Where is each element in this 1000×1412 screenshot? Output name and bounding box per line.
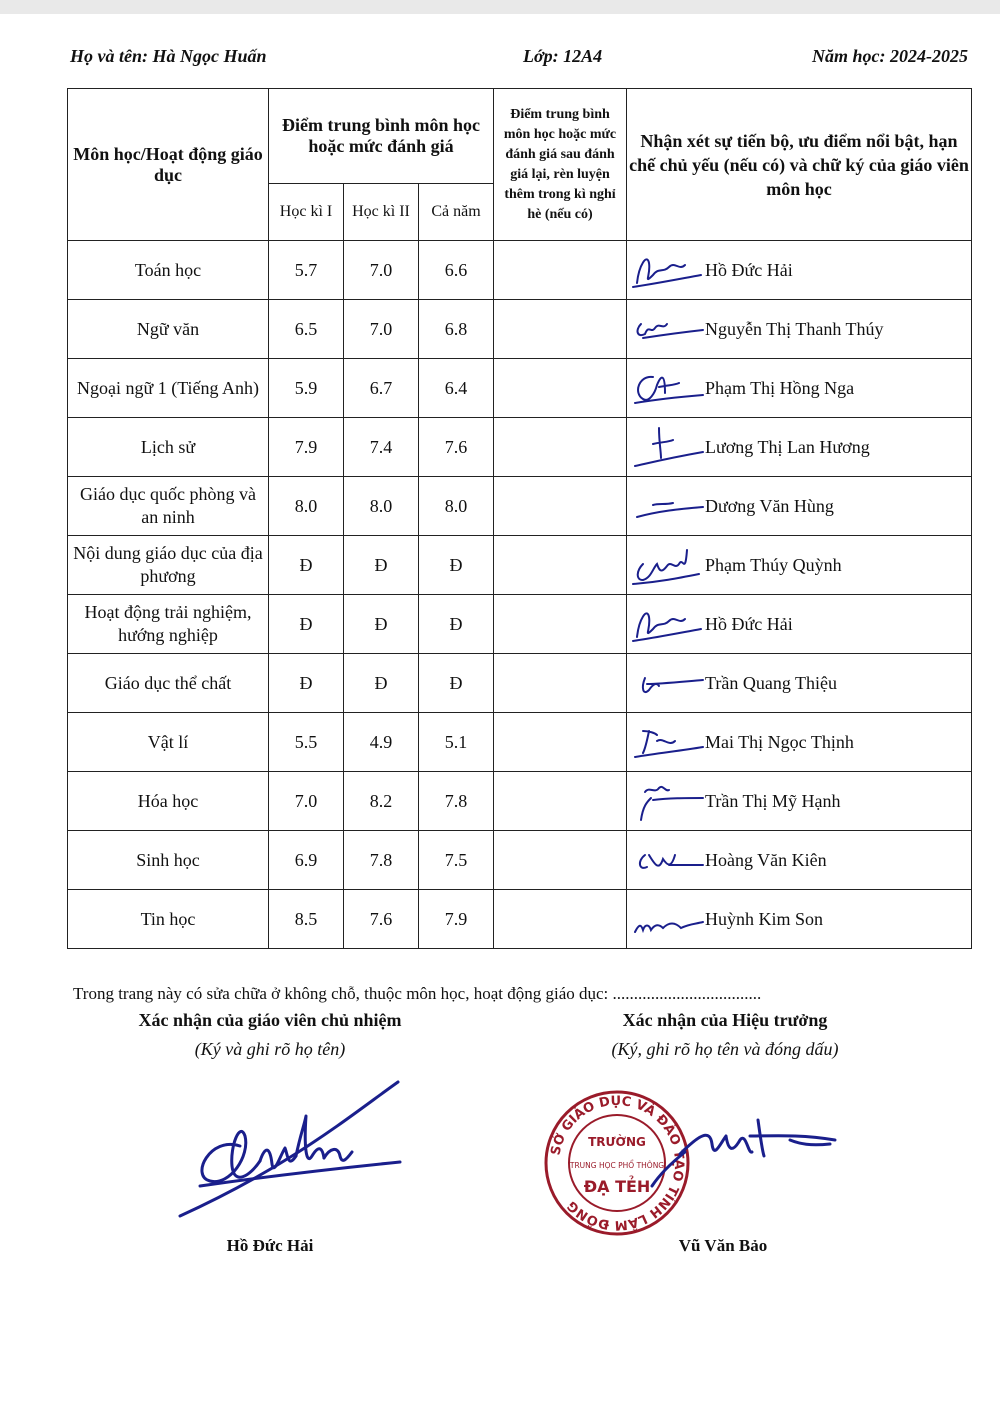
subject-cell: Vật lí [68,713,269,772]
teacher-cell [627,831,972,890]
subject-cell: Hoạt động trải nghiệm, hướng nghiệp [68,595,269,654]
principal-name: Vũ Văn Bảo [678,1236,768,1255]
subject-cell: Ngoại ngữ 1 (Tiếng Anh) [68,359,269,418]
year-cell: Đ [419,536,494,595]
homeroom-signature-icon [170,1076,410,1226]
teacher-name: Phạm Thị Hồng Nga [705,377,855,398]
stamp-line1: TRƯỜNG [588,1135,646,1149]
subject-cell: Nội dung giáo dục của địa phương [68,536,269,595]
subject-cell: Ngữ văn [68,300,269,359]
table-row [68,359,972,418]
teacher-signature-icon [629,304,705,354]
subject-cell: Giáo dục quốc phòng và an ninh [68,477,269,536]
hk1-cell: 8.0 [269,477,344,536]
homeroom-hint: (Ký và ghi rõ họ tên) [194,1039,346,1059]
teacher-name: Trần Quang Thiệu [705,672,837,693]
correction-note: Trong trang này có sửa chữa ở không chỗ, thuộc môn học, hoạt động giáo dục: ................................... [73,984,762,1003]
hk2-cell: 8.0 [344,477,419,536]
table-row [68,831,972,890]
table-row [68,654,972,713]
retest-cell [494,536,627,595]
col-comment: Nhận xét sự tiến bộ, ưu điểm nổi bật, hạn chế chủ yếu (nếu có) và chữ ký của giáo viên môn học [627,89,972,241]
year-cell: 7.5 [419,831,494,890]
hk2-cell: Đ [344,654,419,713]
hk1-cell: 5.9 [269,359,344,418]
subject-cell: Lịch sử [68,418,269,477]
year-cell: Đ [419,654,494,713]
hk2-cell: 7.8 [344,831,419,890]
retest-cell [494,241,627,300]
retest-cell [494,831,627,890]
principal-title: Xác nhận của Hiệu trưởng [622,1010,828,1030]
principal-signature-icon [640,1114,840,1194]
retest-cell [494,418,627,477]
teacher-name: Hoàng Văn Kiên [705,849,827,870]
principal-hint: (Ký, ghi rõ họ tên và đóng dấu) [611,1039,839,1059]
hk1-cell: Đ [269,654,344,713]
hk1-cell: 5.5 [269,713,344,772]
table-row [68,241,972,300]
teacher-cell [627,890,972,949]
retest-cell [494,300,627,359]
table-row [68,536,972,595]
teacher-cell [627,536,972,595]
teacher-name: Phạm Thúy Quỳnh [705,554,842,575]
report-page [0,14,1000,1412]
year-cell: 6.4 [419,359,494,418]
col-hk1: Học kì I [269,184,344,241]
class-label: Lớp: 12A4 [523,46,603,66]
teacher-cell [627,654,972,713]
teacher-signature-icon [629,894,705,944]
hk2-cell: 8.2 [344,772,419,831]
teacher-signature-group [629,599,969,649]
teacher-cell [627,713,972,772]
year-cell: 6.8 [419,300,494,359]
teacher-cell [627,595,972,654]
hk1-cell: 5.7 [269,241,344,300]
table-row [68,595,972,654]
retest-cell [494,595,627,654]
teacher-name: Hồ Đức Hải [705,613,793,634]
year-cell: 7.6 [419,418,494,477]
hk1-cell: 7.0 [269,772,344,831]
col-average: Điểm trung bình môn học hoặc mức đánh giá [269,89,494,184]
homeroom-title: Xác nhận của giáo viên chủ nhiệm [138,1010,402,1030]
teacher-signature-icon [629,481,705,531]
retest-cell [494,713,627,772]
stamp-line2: TRUNG HỌC PHỔ THÔNG [569,1161,665,1170]
hk2-cell: Đ [344,595,419,654]
stamp-line3: ĐẠ TẺH [583,1177,651,1196]
subject-cell: Sinh học [68,831,269,890]
teacher-name: Trần Thị Mỹ Hạnh [705,790,841,811]
retest-cell [494,654,627,713]
teacher-name: Dương Văn Hùng [705,495,834,516]
subject-cell: Hóa học [68,772,269,831]
hk2-cell: 7.4 [344,418,419,477]
teacher-signature-icon [629,540,705,590]
teacher-name: Mai Thị Ngọc Thịnh [705,731,854,752]
year-cell: 5.1 [419,713,494,772]
teacher-name: Lương Thị Lan Hương [705,436,870,457]
table-row [68,300,972,359]
teacher-cell [627,300,972,359]
subject-cell: Toán học [68,241,269,300]
teacher-cell [627,772,972,831]
retest-cell [494,772,627,831]
teacher-signature-group [629,245,969,295]
teacher-cell [627,477,972,536]
teacher-signature-group [629,894,969,944]
student-name: Họ và tên: Hà Ngọc Huấn [70,46,267,66]
hk1-cell: 8.5 [269,890,344,949]
year-cell: 6.6 [419,241,494,300]
teacher-signature-icon [629,717,705,767]
hk1-cell: 6.5 [269,300,344,359]
teacher-cell [627,359,972,418]
hk1-cell: 7.9 [269,418,344,477]
teacher-signature-icon [629,658,705,708]
stamp-ring-text: SỞ GIÁO DỤC VÀ ĐÀO TẠO TỈNH LÂM ĐỒNG [548,1093,687,1233]
teacher-cell [627,241,972,300]
col-subject: Môn học/Hoạt động giáo dục [68,89,269,241]
hk2-cell: 7.0 [344,241,419,300]
teacher-signature-icon [629,835,705,885]
hk2-cell: Đ [344,536,419,595]
teacher-signature-group [629,717,969,767]
grades-table [67,88,972,949]
col-retest: Điểm trung bình môn học hoặc mức đánh giá sau đánh giá lại, rèn luyện thêm trong kì nghỉ hè (nếu có) [494,89,627,241]
teacher-signature-group [629,481,969,531]
teacher-signature-icon [629,363,705,413]
retest-cell [494,359,627,418]
table-row [68,713,972,772]
hk1-cell: Đ [269,536,344,595]
retest-cell [494,890,627,949]
teacher-cell [627,418,972,477]
teacher-signature-group [629,363,969,413]
school-year: Năm học: 2024-2025 [812,46,968,66]
year-cell: Đ [419,595,494,654]
teacher-signature-icon [629,245,705,295]
teacher-signature-group [629,422,969,472]
teacher-signature-group [629,835,969,885]
hk1-cell: 6.9 [269,831,344,890]
teacher-name: Huỳnh Kim Son [705,908,824,929]
hk1-cell: Đ [269,595,344,654]
teacher-name: Nguyễn Thị Thanh Thúy [705,318,884,339]
teacher-signature-group [629,304,969,354]
retest-cell [494,477,627,536]
col-hk2: Học kì II [344,184,419,241]
table-row [68,477,972,536]
hk2-cell: 7.0 [344,300,419,359]
teacher-signature-icon [629,422,705,472]
table-row [68,772,972,831]
principal-confirm [555,1010,895,1060]
col-year: Cả năm [419,184,494,241]
year-cell: 8.0 [419,477,494,536]
subject-cell: Giáo dục thể chất [68,654,269,713]
hk2-cell: 7.6 [344,890,419,949]
teacher-signature-group [629,658,969,708]
table-row [68,418,972,477]
homeroom-confirm [100,1010,440,1060]
hk2-cell: 4.9 [344,713,419,772]
year-cell: 7.8 [419,772,494,831]
hk2-cell: 6.7 [344,359,419,418]
subject-cell: Tin học [68,890,269,949]
teacher-signature-icon [629,776,705,826]
teacher-signature-group [629,776,969,826]
homeroom-teacher-name: Hồ Đức Hải [226,1236,314,1255]
teacher-signature-icon [629,599,705,649]
teacher-name: Hồ Đức Hải [705,259,793,280]
year-cell: 7.9 [419,890,494,949]
teacher-signature-group [629,540,969,590]
table-row [68,890,972,949]
grade-rows [68,241,972,949]
